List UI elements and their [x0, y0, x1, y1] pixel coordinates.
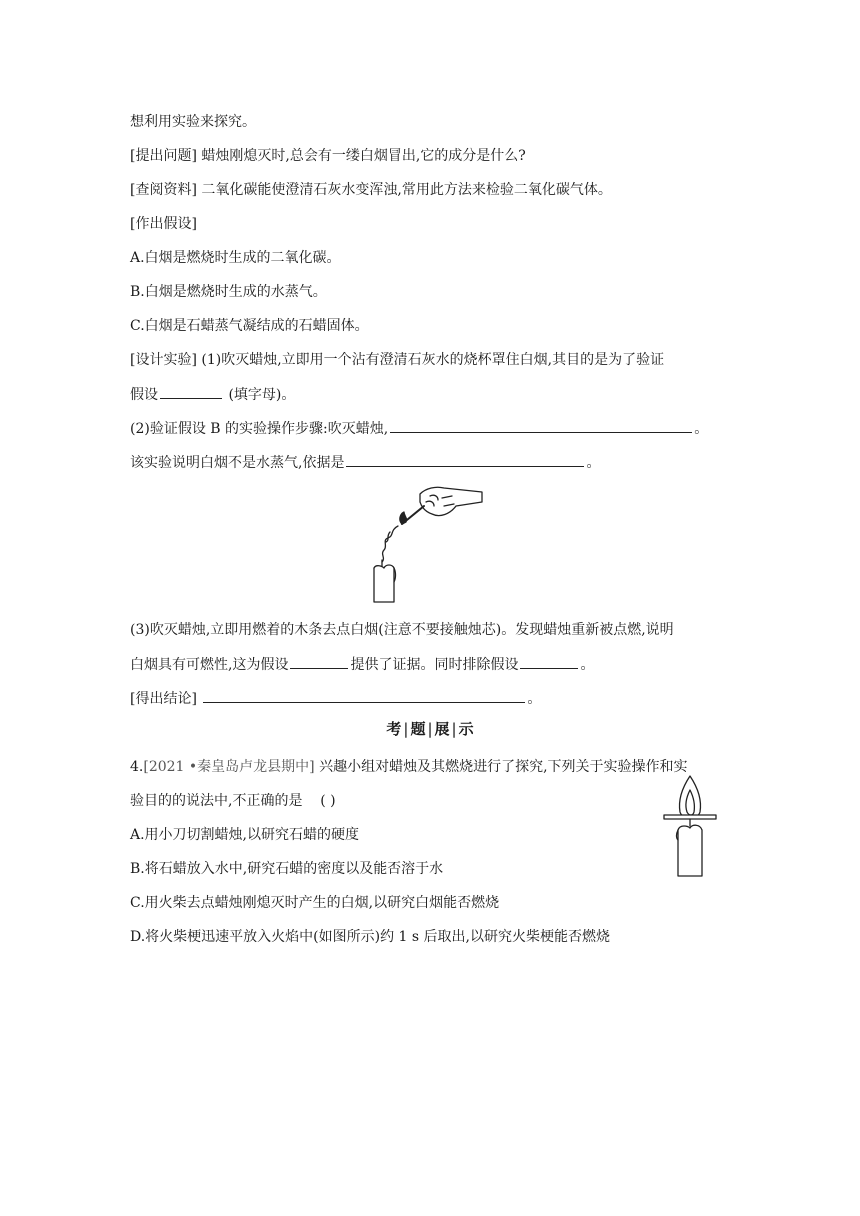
text-fragment: 。: [694, 421, 709, 437]
question-4-stem-cont: [130, 791, 336, 811]
hypothesis-c: C.白烟是石蜡蒸气凝结成的石蜡固体。: [130, 318, 369, 334]
text-fragment: 假设: [130, 387, 158, 403]
text-line-reference: [查阅资料] 二氧化碳能使澄清石灰水变浑浊,常用此方法来检验二氧化碳气体。: [130, 182, 612, 198]
heading-char: 题: [410, 720, 426, 738]
candle-matchstick-figure: [660, 772, 720, 880]
answer-blank[interactable]: [390, 418, 692, 433]
flame-icon: [679, 776, 700, 818]
text-fragment: (2)验证假设 B 的实验操作步骤:吹灭蜡烛,: [130, 421, 389, 437]
answer-blank[interactable]: [520, 654, 578, 669]
candle-illustration: [678, 825, 702, 876]
text-fragment: [得出结论]: [130, 691, 197, 707]
answer-blank[interactable]: [160, 384, 222, 399]
text-line-hypothesis-title: [作出假设]: [130, 216, 197, 232]
heading-char: 展: [434, 720, 450, 738]
option-d: D.将火柴梗迅速平放入火焰中(如图所示)约 1 s 后取出,以研究火柴梗能否燃烧: [130, 929, 610, 945]
answer-blank[interactable]: [346, 452, 584, 467]
hypothesis-a: A.白烟是燃烧时生成的二氧化碳。: [130, 250, 341, 266]
design-experiment-1: [设计实验] (1)吹灭蜡烛,立即用一个沾有澄清石灰水的烧杯罩住白烟,其目的是为了验证: [130, 352, 665, 368]
question-stem: 验目的的说法中,不正确的是: [130, 793, 303, 809]
design-experiment-2: [130, 418, 708, 439]
text-line: 想利用实验来探究。: [130, 114, 256, 130]
question-source: [2021 •秦皇岛卢龙县期中]: [143, 759, 315, 775]
heading-char: 示: [458, 720, 474, 738]
question-number: 4.: [130, 759, 144, 775]
text-fragment: 提供了证据。同时排除假设: [350, 657, 519, 673]
question-4-stem: [130, 757, 688, 777]
design-experiment-2-basis: [130, 452, 600, 473]
text-fragment: 。: [527, 691, 542, 707]
answer-parentheses[interactable]: ( ): [320, 793, 336, 809]
text-fragment: 白烟具有可燃性,这为假设: [130, 657, 289, 673]
option-c: C.用火柴去点蜡烛刚熄灭时产生的白烟,以研究白烟能否燃烧: [130, 895, 500, 911]
candle-relight-figure: [360, 484, 490, 604]
design-experiment-1-cont: [130, 384, 295, 405]
question-stem: 兴趣小组对蜡烛及其燃烧进行了探究,下列关于实验操作和实: [319, 759, 688, 775]
candle-illustration: [374, 568, 394, 602]
design-experiment-3-cont: [130, 654, 594, 675]
text-fragment: (填字母)。: [228, 387, 296, 403]
flame-icon: [400, 512, 407, 524]
design-experiment-3: (3)吹灭蜡烛,立即用燃着的木条去点白烟(注意不要接触烛芯)。发现蜡烛重新被点燃,说明: [130, 622, 674, 638]
text-line-question: [提出问题] 蜡烛刚熄灭时,总会有一缕白烟冒出,它的成分是什么?: [130, 148, 526, 164]
heading-char: 考: [386, 720, 402, 738]
option-a: A.用小刀切割蜡烛,以研究石蜡的硬度: [130, 827, 360, 843]
hypothesis-b: B.白烟是燃烧时生成的水蒸气。: [130, 284, 327, 300]
text-fragment: 。: [586, 455, 601, 471]
answer-blank[interactable]: [203, 688, 525, 703]
answer-blank[interactable]: [290, 654, 348, 669]
text-fragment: 该实验说明白烟不是水蒸气,依据是: [130, 455, 345, 471]
text-fragment: 。: [580, 657, 595, 673]
section-heading: 考 | 题 | 展 | 示: [386, 720, 474, 738]
option-b: B.将石蜡放入水中,研究石蜡的密度以及能否溶于水: [130, 861, 444, 877]
conclusion-line: [130, 688, 541, 709]
